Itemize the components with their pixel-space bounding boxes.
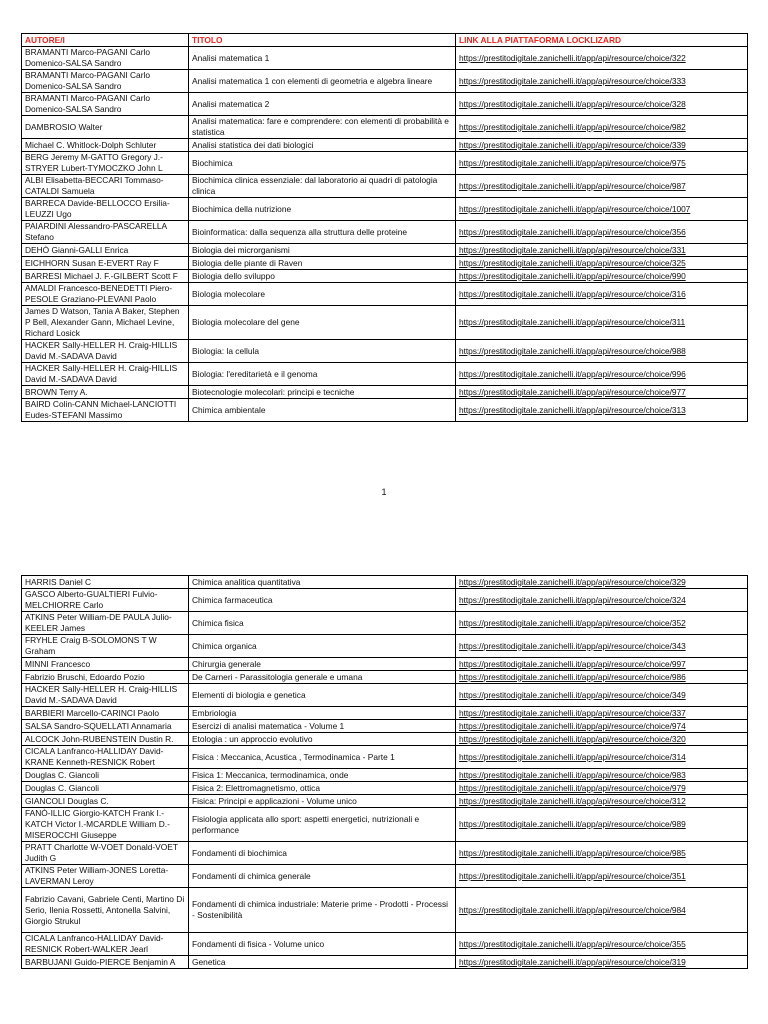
books-table-page-2 (21, 575, 748, 969)
link-cell[interactable]: https://prestitodigitale.zanichelli.it/app/api/resource/choice/975 (456, 152, 748, 175)
table-row (22, 363, 748, 386)
link-cell[interactable]: https://prestitodigitale.zanichelli.it/app/api/resource/choice/986 (456, 671, 748, 684)
table-row (22, 671, 748, 684)
table-row (22, 865, 748, 888)
author-cell: ATKINS Peter William-DE PAULA Julio-KEELER James (22, 612, 189, 635)
title-cell: Elementi di biologia e genetica (189, 684, 456, 707)
link-cell[interactable]: https://prestitodigitale.zanichelli.it/app/api/resource/choice/987 (456, 175, 748, 198)
title-cell: De Carneri - Parassitologia generale e umana (189, 671, 456, 684)
table-row (22, 720, 748, 733)
link-cell[interactable]: https://prestitodigitale.zanichelli.it/app/api/resource/choice/990 (456, 270, 748, 283)
link-cell[interactable]: https://prestitodigitale.zanichelli.it/app/api/resource/choice/316 (456, 283, 748, 306)
link-cell[interactable]: https://prestitodigitale.zanichelli.it/app/api/resource/choice/997 (456, 658, 748, 671)
link-cell[interactable]: https://prestitodigitale.zanichelli.it/app/api/resource/choice/352 (456, 612, 748, 635)
author-cell: BARBIERI Marcello-CARINCI Paolo (22, 707, 189, 720)
title-cell: Chimica organica (189, 635, 456, 658)
title-cell: Analisi matematica 1 (189, 47, 456, 70)
title-cell: Genetica (189, 956, 456, 969)
link-cell[interactable]: https://prestitodigitale.zanichelli.it/app/api/resource/choice/982 (456, 116, 748, 139)
title-cell: Etologia : un approccio evolutivo (189, 733, 456, 746)
link-cell[interactable]: https://prestitodigitale.zanichelli.it/app/api/resource/choice/349 (456, 684, 748, 707)
link-cell[interactable]: https://prestitodigitale.zanichelli.it/app/api/resource/choice/324 (456, 589, 748, 612)
title-cell: Biotecnologie molecolari: principi e tecniche (189, 386, 456, 399)
link-cell[interactable]: https://prestitodigitale.zanichelli.it/app/api/resource/choice/351 (456, 865, 748, 888)
title-cell: Fondamenti di biochimica (189, 842, 456, 865)
author-cell: HACKER Sally-HELLER H. Craig-HILLIS David M.-SADAVA David (22, 340, 189, 363)
table-row (22, 47, 748, 70)
author-cell: Douglas C. Giancoli (22, 769, 189, 782)
author-cell: DAMBROSIO Walter (22, 116, 189, 139)
author-cell: PRATT Charlotte W-VOET Donald-VOET Judith G (22, 842, 189, 865)
books-table-page-1 (21, 33, 748, 422)
title-cell: Fisiologia applicata allo sport: aspetti energetici, nutrizionali e performance (189, 808, 456, 842)
table-row (22, 283, 748, 306)
author-cell: BRAMANTI Marco-PAGANI Carlo Domenico-SALSA Sandro (22, 47, 189, 70)
link-cell[interactable]: https://prestitodigitale.zanichelli.it/app/api/resource/choice/337 (456, 707, 748, 720)
link-cell[interactable]: https://prestitodigitale.zanichelli.it/app/api/resource/choice/311 (456, 306, 748, 340)
table-row (22, 221, 748, 244)
table-row (22, 152, 748, 175)
link-cell[interactable]: https://prestitodigitale.zanichelli.it/app/api/resource/choice/977 (456, 386, 748, 399)
link-cell[interactable]: https://prestitodigitale.zanichelli.it/app/api/resource/choice/333 (456, 70, 748, 93)
table-row (22, 782, 748, 795)
title-cell: Biologia delle piante di Raven (189, 257, 456, 270)
title-cell: Biochimica clinica essenziale: dal laboratorio ai quadri di patologia clinica (189, 175, 456, 198)
link-cell[interactable]: https://prestitodigitale.zanichelli.it/app/api/resource/choice/983 (456, 769, 748, 782)
author-cell: Michael C. Whitlock-Dolph Schluter (22, 139, 189, 152)
title-cell: Biochimica della nutrizione (189, 198, 456, 221)
table-row (22, 139, 748, 152)
table-row (22, 399, 748, 422)
table-row (22, 658, 748, 671)
table-row (22, 589, 748, 612)
page-1-table-block (21, 33, 747, 422)
title-cell: Biologia molecolare del gene (189, 306, 456, 340)
author-cell: HACKER Sally-HELLER H. Craig-HILLIS David M.-SADAVA David (22, 684, 189, 707)
author-cell: GASCO Alberto-GUALTIERI Fulvio-MELCHIORRE Carlo (22, 589, 189, 612)
table-row (22, 795, 748, 808)
title-cell: Chimica analitica quantitativa (189, 576, 456, 589)
table-row (22, 93, 748, 116)
link-cell[interactable]: https://prestitodigitale.zanichelli.it/app/api/resource/choice/320 (456, 733, 748, 746)
author-cell: FANÒ-ILLIC Giorgio-KATCH Frank I.-KATCH Victor I.-MCARDLE William D.-MISEROCCHI Giuseppe (22, 808, 189, 842)
table-body-page-1 (22, 47, 748, 422)
title-cell: Analisi statistica dei dati biologici (189, 139, 456, 152)
link-cell[interactable]: https://prestitodigitale.zanichelli.it/app/api/resource/choice/974 (456, 720, 748, 733)
link-cell[interactable]: https://prestitodigitale.zanichelli.it/app/api/resource/choice/329 (456, 576, 748, 589)
title-cell: Analisi matematica 2 (189, 93, 456, 116)
author-cell: CICALA Lanfranco-HALLIDAY David-KRANE Kenneth-RESNICK Robert (22, 746, 189, 769)
title-cell: Chimica farmaceutica (189, 589, 456, 612)
title-cell: Analisi matematica 1 con elementi di geometria e algebra lineare (189, 70, 456, 93)
table-row (22, 808, 748, 842)
title-cell: Bioinformatica: dalla sequenza alla struttura delle proteine (189, 221, 456, 244)
title-cell: Chirurgia generale (189, 658, 456, 671)
author-cell: EICHHORN Susan E-EVERT Ray F (22, 257, 189, 270)
table-row (22, 956, 748, 969)
title-cell: Fondamenti di chimica industriale: Materie prime - Prodotti - Processi - Sostenibilità (189, 888, 456, 933)
link-cell[interactable]: https://prestitodigitale.zanichelli.it/app/api/resource/choice/988 (456, 340, 748, 363)
link-cell[interactable]: https://prestitodigitale.zanichelli.it/app/api/resource/choice/314 (456, 746, 748, 769)
author-cell: ALCOCK John-RUBENSTEIN Dustin R. (22, 733, 189, 746)
author-cell: DEHÒ Gianni-GALLI Enrica (22, 244, 189, 257)
author-cell: ATKINS Peter William-JONES Loretta-LAVERMAN Leroy (22, 865, 189, 888)
table-row (22, 635, 748, 658)
author-cell: Fabrizio Cavani, Gabriele Centi, Martino Di Serio, Ilenia Rossetti, Antonella Salvini, Giorgio Strukul (22, 888, 189, 933)
title-cell: Chimica ambientale (189, 399, 456, 422)
author-cell: MINNI Francesco (22, 658, 189, 671)
table-row (22, 306, 748, 340)
author-cell: FRYHLE Craig B-SOLOMONS T W Graham (22, 635, 189, 658)
title-cell: Esercizi di analisi matematica - Volume 1 (189, 720, 456, 733)
title-cell: Biologia: la cellula (189, 340, 456, 363)
table-row (22, 612, 748, 635)
table-row (22, 933, 748, 956)
table-row (22, 244, 748, 257)
link-cell[interactable]: https://prestitodigitale.zanichelli.it/app/api/resource/choice/325 (456, 257, 748, 270)
title-cell: Fisica : Meccanica, Acustica , Termodinamica - Parte 1 (189, 746, 456, 769)
link-cell[interactable]: https://prestitodigitale.zanichelli.it/app/api/resource/choice/322 (456, 47, 748, 70)
author-cell: BAIRD Colin-CANN Michael-LANCIOTTI Eudes-STEFANI Massimo (22, 399, 189, 422)
link-cell[interactable]: https://prestitodigitale.zanichelli.it/app/api/resource/choice/319 (456, 956, 748, 969)
author-cell: BARBUJANI Guido-PIERCE Benjamin A (22, 956, 189, 969)
author-cell: BROWN Terry A. (22, 386, 189, 399)
author-cell: HACKER Sally-HELLER H. Craig-HILLIS David M.-SADAVA David (22, 363, 189, 386)
title-cell: Fisica 2: Elettromagnetismo, ottica (189, 782, 456, 795)
author-cell: Douglas C. Giancoli (22, 782, 189, 795)
link-cell[interactable]: https://prestitodigitale.zanichelli.it/app/api/resource/choice/312 (456, 795, 748, 808)
title-cell: Biologia molecolare (189, 283, 456, 306)
table-row (22, 888, 748, 933)
title-cell: Biologia dei microrganismi (189, 244, 456, 257)
title-cell: Chimica fisica (189, 612, 456, 635)
author-cell: BARRECA Davide-BELLOCCO Ersilia-LEUZZI Ugo (22, 198, 189, 221)
author-cell: CICALA Lanfranco-HALLIDAY David-RESNICK Robert-WALKER Jearl (22, 933, 189, 956)
table-row (22, 175, 748, 198)
table-row (22, 769, 748, 782)
table-row (22, 257, 748, 270)
table-row (22, 684, 748, 707)
page-number: 1 (381, 487, 387, 497)
link-cell[interactable]: https://prestitodigitale.zanichelli.it/app/api/resource/choice/1007 (456, 198, 748, 221)
author-cell: James D Watson, Tania A Baker, Stephen P Bell, Alexander Gann, Michael Levine, Richard Losick (22, 306, 189, 340)
link-cell[interactable]: https://prestitodigitale.zanichelli.it/app/api/resource/choice/985 (456, 842, 748, 865)
title-cell: Fisica 1: Meccanica, termodinamica, onde (189, 769, 456, 782)
table-row (22, 340, 748, 363)
author-cell: BARRESI Michael J. F.-GILBERT Scott F (22, 270, 189, 283)
author-cell: HARRIS Daniel C (22, 576, 189, 589)
title-cell: Biologia: l'ereditarietà e il genoma (189, 363, 456, 386)
page-2-table-block (21, 575, 747, 969)
table-row (22, 576, 748, 589)
table-body-page-2 (22, 576, 748, 969)
link-cell[interactable]: https://prestitodigitale.zanichelli.it/app/api/resource/choice/355 (456, 933, 748, 956)
link-cell[interactable]: https://prestitodigitale.zanichelli.it/app/api/resource/choice/984 (456, 888, 748, 933)
link-cell[interactable]: https://prestitodigitale.zanichelli.it/app/api/resource/choice/356 (456, 221, 748, 244)
table-row (22, 270, 748, 283)
author-cell: Fabrizio Bruschi, Edoardo Pozio (22, 671, 189, 684)
author-cell: SALSA Sandro-SQUELLATI Annamaria (22, 720, 189, 733)
author-cell: PAIARDINI Alessandro-PASCARELLA Stefano (22, 221, 189, 244)
link-cell[interactable]: https://prestitodigitale.zanichelli.it/app/api/resource/choice/989 (456, 808, 748, 842)
header-link: LINK ALLA PIATTAFORMA LOCKLIZARD (456, 34, 748, 47)
author-cell: ALBI Elisabetta-BECCARI Tommaso-CATALDI Samuela (22, 175, 189, 198)
header-author: AUTORE/I (22, 34, 189, 47)
title-cell: Analisi matematica: fare e comprendere: con elementi di probabilità e statistica (189, 116, 456, 139)
table-row (22, 198, 748, 221)
title-cell: Biologia dello sviluppo (189, 270, 456, 283)
header-title: TITOLO (189, 34, 456, 47)
table-row (22, 116, 748, 139)
link-cell[interactable]: https://prestitodigitale.zanichelli.it/app/api/resource/choice/343 (456, 635, 748, 658)
link-cell[interactable]: https://prestitodigitale.zanichelli.it/app/api/resource/choice/328 (456, 93, 748, 116)
table-header-row (22, 34, 748, 47)
table-row (22, 842, 748, 865)
table-row (22, 70, 748, 93)
author-cell: AMALDI Francesco-BENEDETTI Piero-PESOLE Graziano-PLEVANI Paolo (22, 283, 189, 306)
link-cell[interactable]: https://prestitodigitale.zanichelli.it/app/api/resource/choice/313 (456, 399, 748, 422)
author-cell: BRAMANTI Marco-PAGANI Carlo Domenico-SALSA Sandro (22, 93, 189, 116)
author-cell: BERG Jeremy M-GATTO Gregory J.-STRYER Lubert-TYMOCZKO John L (22, 152, 189, 175)
link-cell[interactable]: https://prestitodigitale.zanichelli.it/app/api/resource/choice/339 (456, 139, 748, 152)
title-cell: Fisica: Principi e applicazioni - Volume unico (189, 795, 456, 808)
link-cell[interactable]: https://prestitodigitale.zanichelli.it/app/api/resource/choice/979 (456, 782, 748, 795)
link-cell[interactable]: https://prestitodigitale.zanichelli.it/app/api/resource/choice/996 (456, 363, 748, 386)
table-row (22, 386, 748, 399)
table-row (22, 746, 748, 769)
author-cell: BRAMANTI Marco-PAGANI Carlo Domenico-SALSA Sandro (22, 70, 189, 93)
link-cell[interactable]: https://prestitodigitale.zanichelli.it/app/api/resource/choice/331 (456, 244, 748, 257)
table-row (22, 733, 748, 746)
table-row (22, 707, 748, 720)
title-cell: Fondamenti di chimica generale (189, 865, 456, 888)
author-cell: GIANCOLI Douglas C. (22, 795, 189, 808)
title-cell: Biochimica (189, 152, 456, 175)
title-cell: Embriologia (189, 707, 456, 720)
title-cell: Fondamenti di fisica - Volume unico (189, 933, 456, 956)
